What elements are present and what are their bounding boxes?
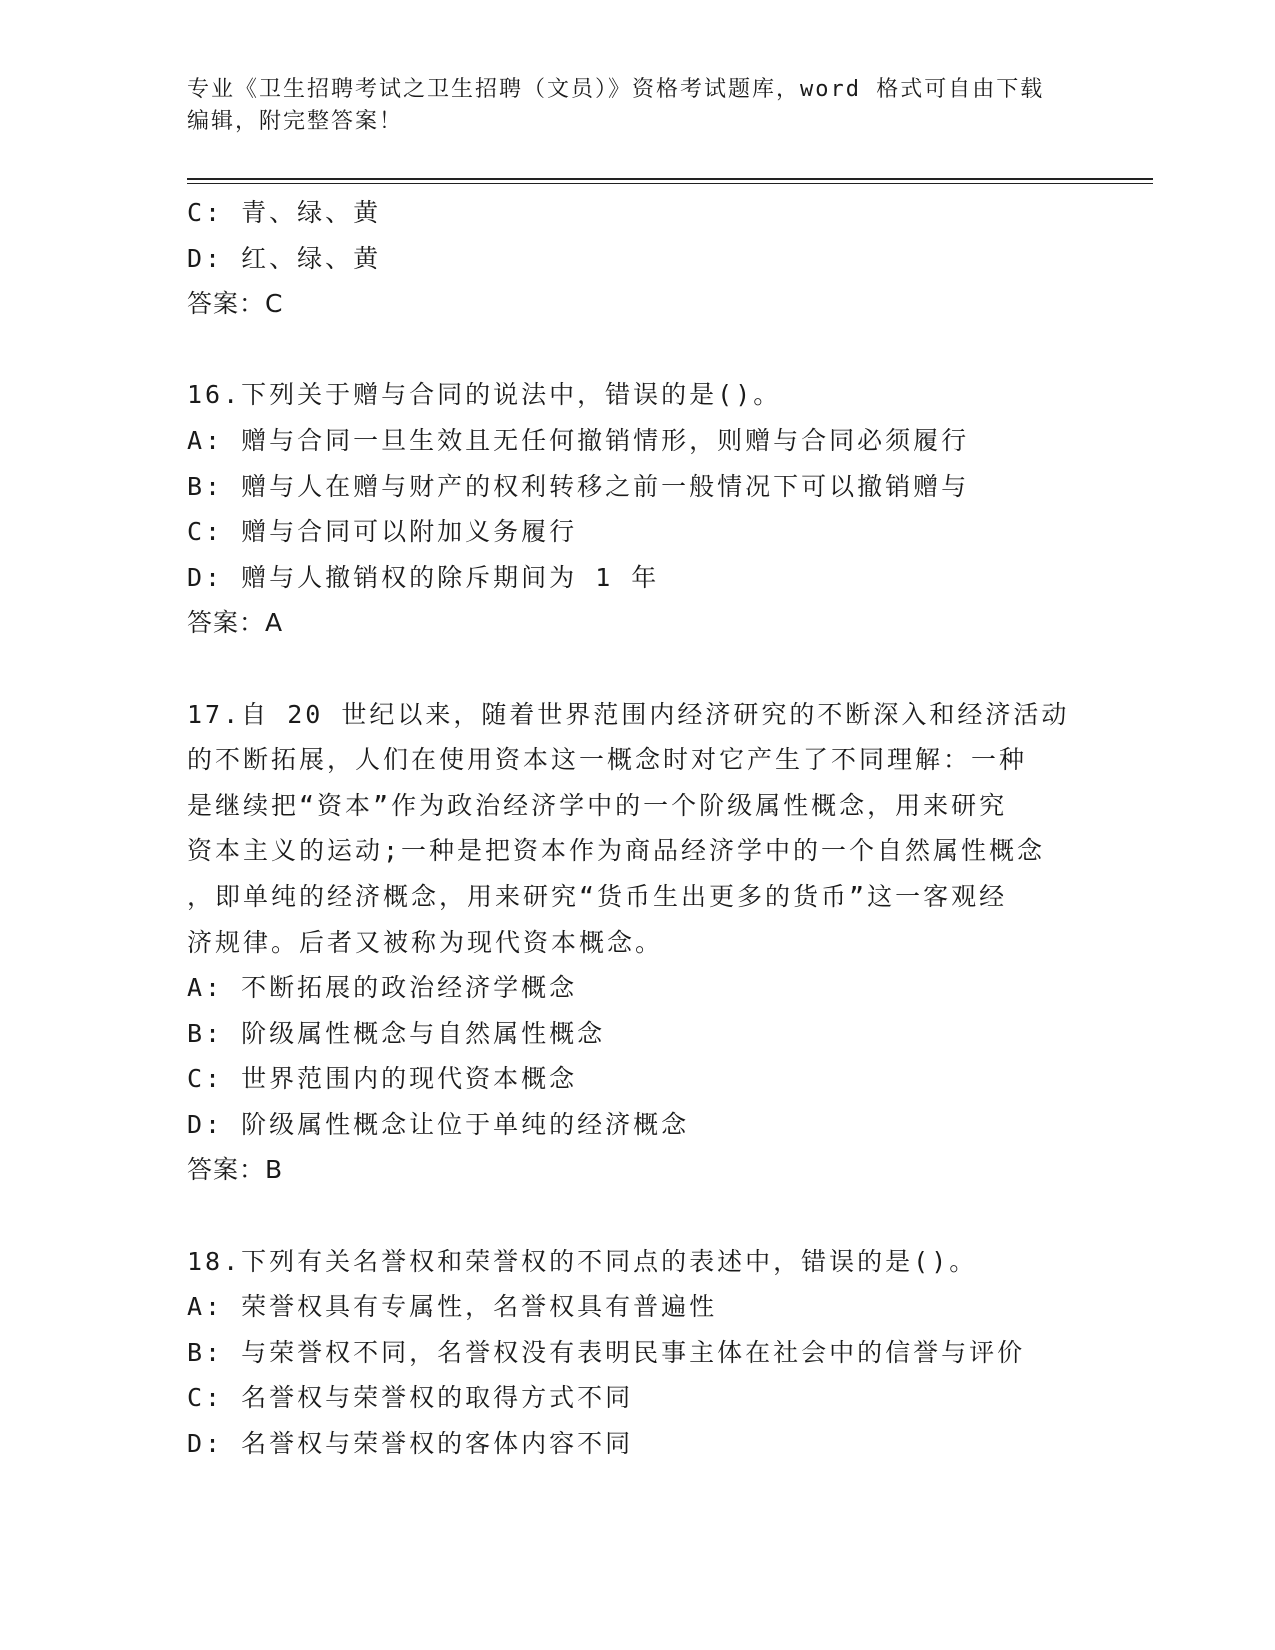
spacer [187, 1193, 1087, 1239]
question-15 [187, 190, 1087, 327]
option-c: C: 名誉权与荣誉权的取得方式不同 [187, 1383, 634, 1413]
question-17 [187, 692, 1087, 1194]
option-b: B: 赠与人在赠与财产的权利转移之前一般情况下可以撤销赠与 [187, 471, 970, 501]
question-16 [187, 372, 1087, 646]
document-header [187, 74, 1087, 138]
question-stem-line: 的不断拓展，人们在使用资本这一概念时对它产生了不同理解：一种 [187, 745, 1028, 775]
option-a: A: 荣誉权具有专属性，名誉权具有普遍性 [187, 1292, 718, 1322]
question-stem-line: 济规律。后者又被称为现代资本概念。 [187, 927, 664, 957]
option-a: A: 赠与合同一旦生效且无任何撤销情形，则赠与合同必须履行 [187, 425, 970, 455]
option-d: D: 名誉权与荣誉权的客体内容不同 [187, 1429, 634, 1459]
header-line-1: 专业《卫生招聘考试之卫生招聘（文员）》资格考试题库，word 格式可自由下载 [187, 77, 1045, 102]
answer-line: 答案：A [187, 608, 284, 638]
option-d: D: 阶级属性概念让位于单纯的经济概念 [187, 1109, 690, 1139]
spacer [187, 327, 1087, 373]
option-c: C: 青、绿、黄 [187, 198, 382, 227]
option-b: B: 阶级属性概念与自然属性概念 [187, 1018, 606, 1048]
spacer [187, 646, 1087, 692]
header-line-2: 编辑，附完整答案！ [187, 109, 404, 134]
option-c: C: 赠与合同可以附加义务履行 [187, 517, 578, 547]
answer-line: 答案：C [187, 289, 284, 319]
question-stem: 16.下列关于赠与合同的说法中，错误的是()。 [187, 380, 782, 410]
option-c: C: 世界范围内的现代资本概念 [187, 1064, 578, 1094]
question-stem-line: 是继续把“资本”作为政治经济学中的一个阶级属性概念，用来研究 [187, 790, 1008, 820]
header-divider-thick [187, 178, 1153, 180]
question-list [187, 190, 1087, 1467]
question-18 [187, 1239, 1087, 1467]
option-d: D: 赠与人撤销权的除斥期间为 1 年 [187, 562, 660, 592]
answer-line: 答案：B [187, 1155, 284, 1185]
question-stem-line: 资本主义的运动;一种是把资本作为商品经济学中的一个自然属性概念 [187, 836, 1046, 866]
question-stem: 18.下列有关名誉权和荣誉权的不同点的表述中，错误的是()。 [187, 1246, 978, 1276]
question-stem-line: 17.自 20 世纪以来，随着世界范围内经济研究的不断深入和经济活动 [187, 699, 1070, 729]
question-stem-line: ，即单纯的经济概念，用来研究“货币生出更多的货币”这一客观经 [187, 881, 1008, 911]
option-d: D: 红、绿、黄 [187, 243, 382, 273]
option-b: B: 与荣誉权不同，名誉权没有表明民事主体在社会中的信誉与评价 [187, 1337, 1026, 1367]
option-a: A: 不断拓展的政治经济学概念 [187, 973, 578, 1003]
header-divider-thin [187, 183, 1153, 184]
